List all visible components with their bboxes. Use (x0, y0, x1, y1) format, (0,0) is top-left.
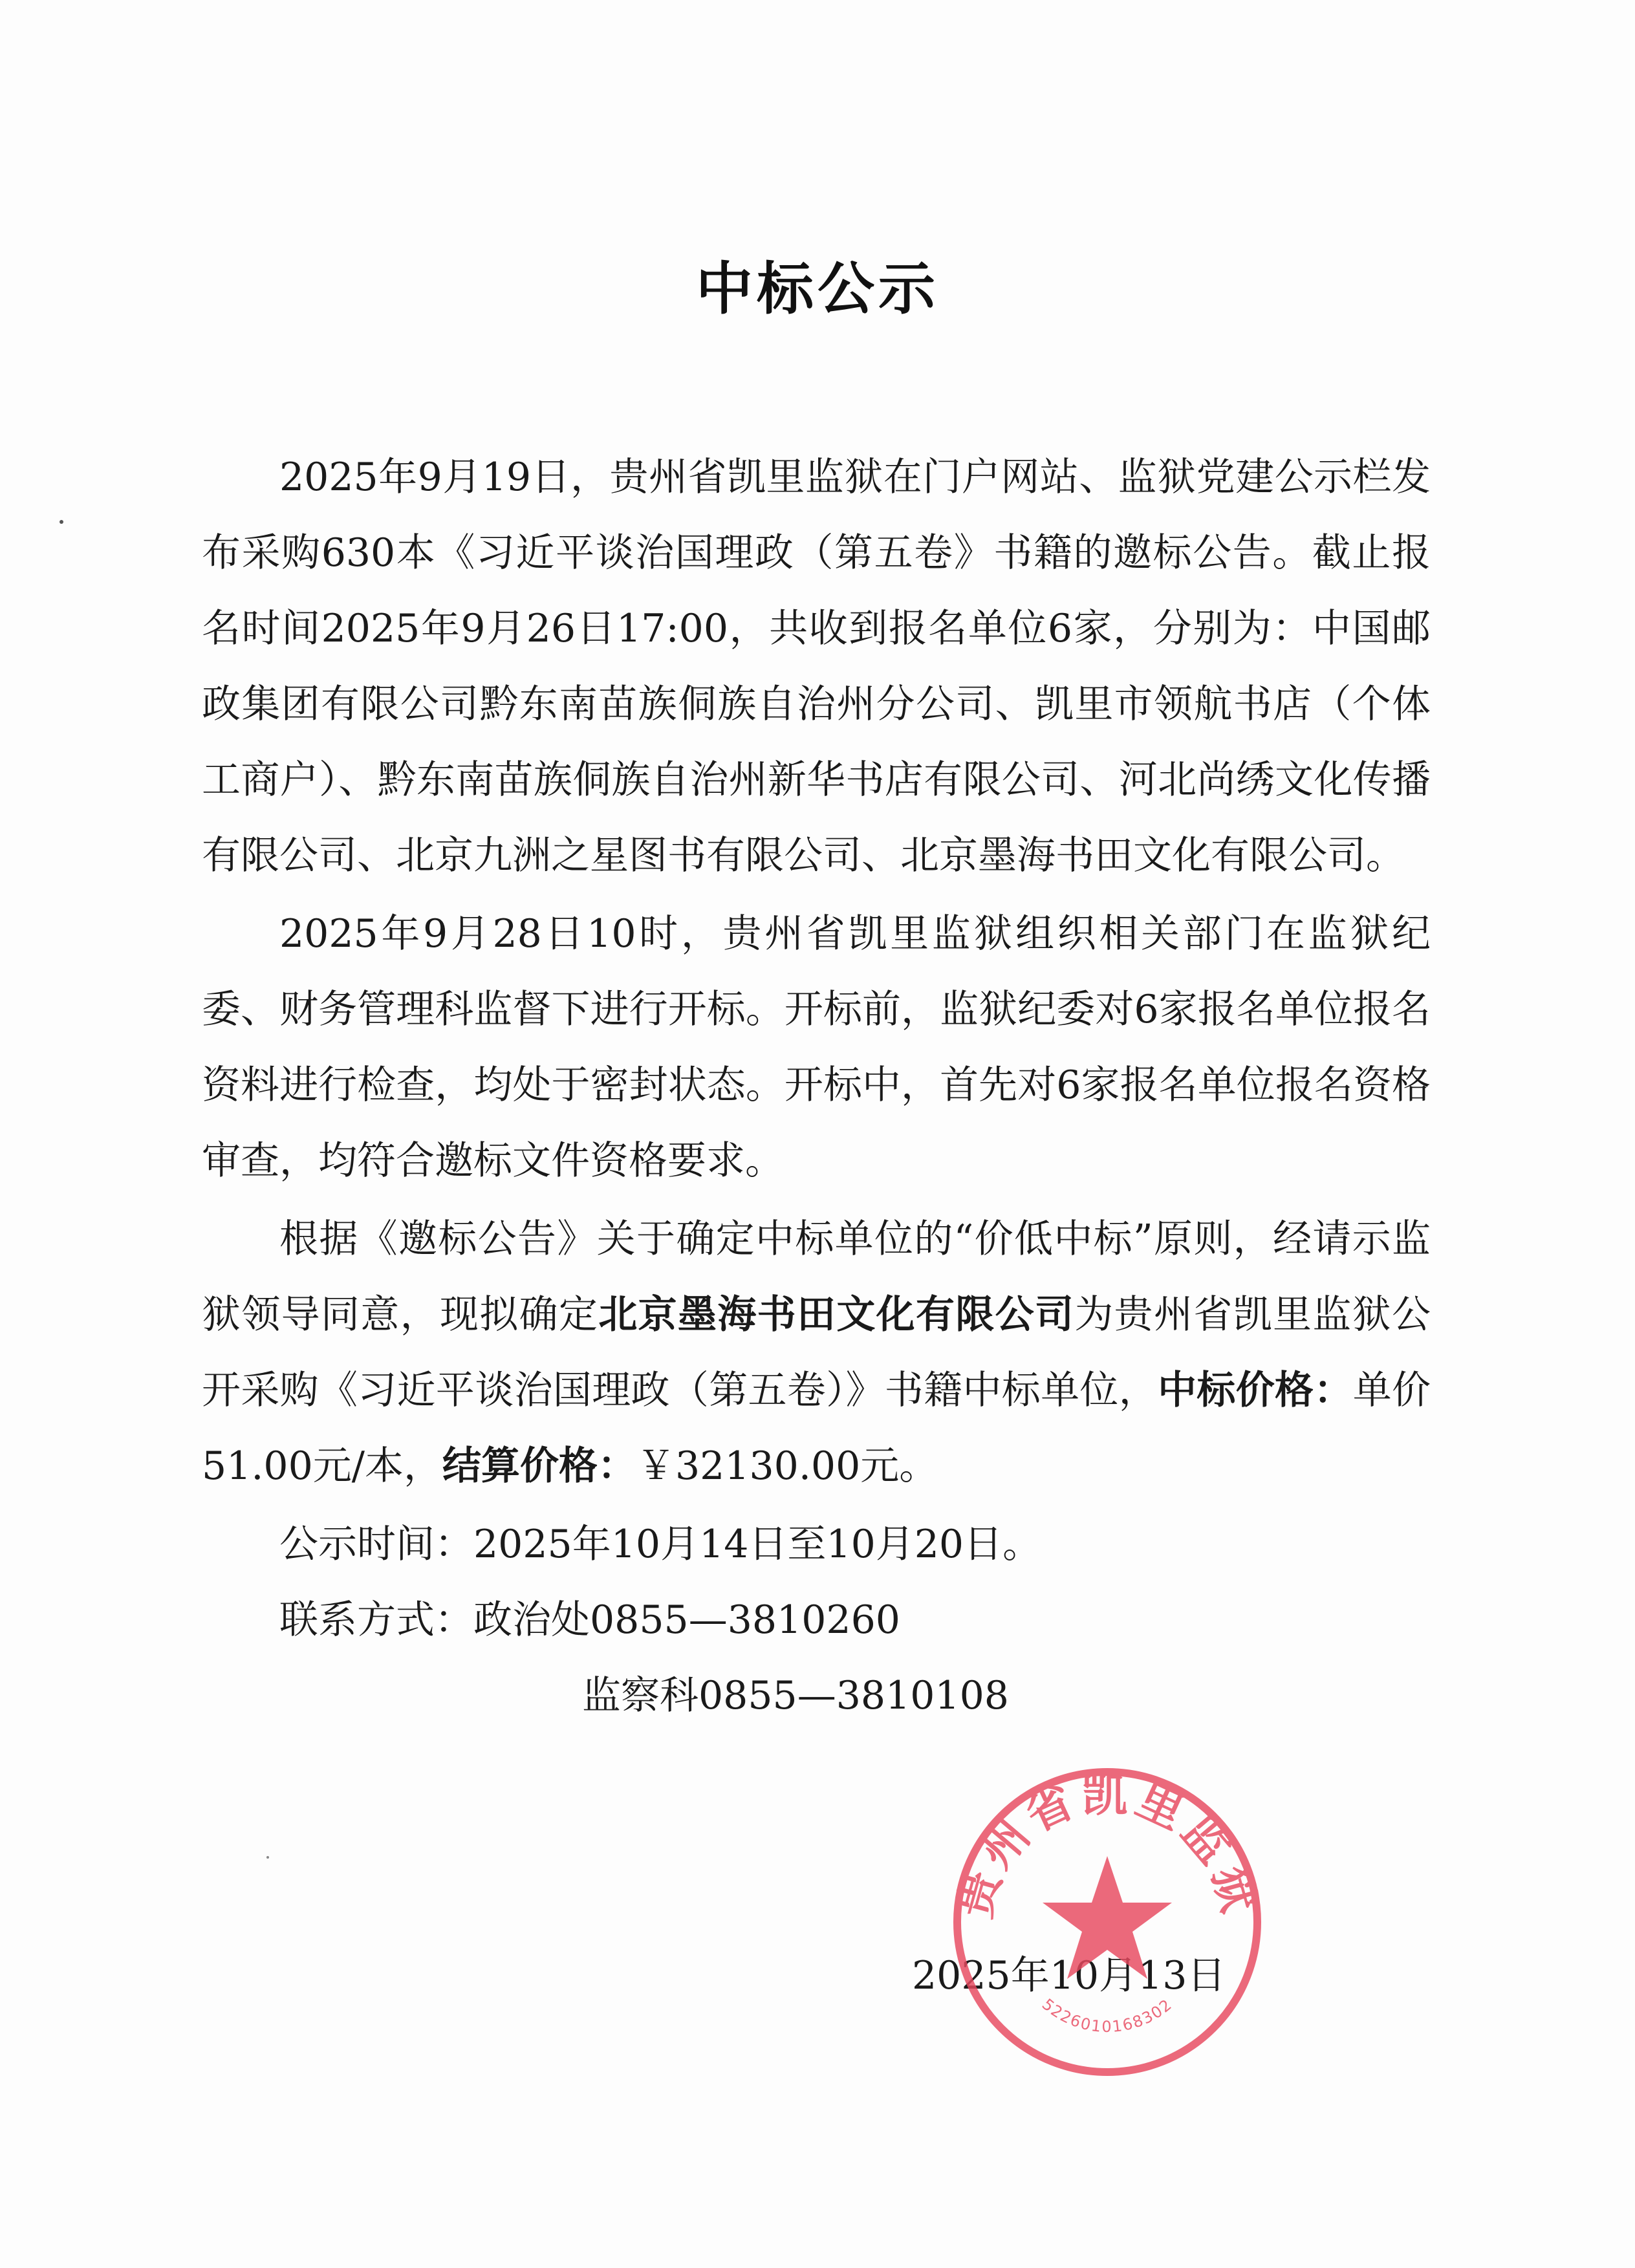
seal-name: 贵州省凯里监狱 (947, 1767, 1268, 1924)
settlement-price-label: 结算价格： (442, 1443, 636, 1489)
official-seal (946, 1760, 1269, 2084)
scan-speck (60, 520, 63, 524)
settlement-price-value: ￥32130.00元。 (636, 1443, 938, 1489)
paragraph-bid-opening: 2025年9月28日10时，贵州省凯里监狱组织相关部门在监狱纪委、财务管理科监督下进行开标。开标前，监狱纪委对6家报名单位报名资料进行检查，均处于密封状态。开标中，首先对6家报名单位报名资格审查，均符合邀标文件资格要求。 (202, 911, 1431, 1183)
paragraph-registration: 2025年9月19日，贵州省凯里监狱在门户网站、监狱党建公示栏发布采购630本《习近平谈治国理政（第五卷》书籍的邀标公告。截止报名时间2025年9月26日17:00，共收到报名单位6家，分别为：中国邮政集团有限公司黔东南苗族侗族自治州分公司、凯里市领航书店（个体工商户）、黔东南苗族侗族自治州新华书店有限公司、河北尚绣文化传播有限公司、北京九洲之星图书有限公司、北京墨海书田文化有限公司。 (202, 455, 1431, 878)
contact-label: 联系方式： (279, 1597, 473, 1643)
bid-price-value: 单价51.00元/本， (202, 1368, 1431, 1489)
contact-line-1 (202, 1582, 1431, 1658)
document-date: 2025年10月13日 (912, 1953, 1226, 1998)
contact-political-office: 政治处0855—3810260 (473, 1597, 900, 1643)
document-body (202, 440, 1431, 1734)
seal-star-icon (1043, 1856, 1172, 1979)
winning-company: 北京墨海书田文化有限公司 (598, 1292, 1075, 1337)
seal-number-text (1039, 1995, 1176, 2036)
contact-line-2: 监察科0855—3810108 (582, 1673, 1009, 1718)
award-text-intro: 根据《邀标公告》关于确定中标单位的“价低中标”原则，经请示监狱领导同意，现拟确定 (202, 1216, 1431, 1337)
seal-number: 5226010168302 (1038, 1995, 1176, 2036)
document-title: 中标公示 (695, 255, 939, 322)
award-text-purpose: 为贵州省凯里监狱公开采购《习近平谈治国理政（第五卷）》书籍中标单位， (202, 1292, 1431, 1413)
scan-speck (266, 1856, 269, 1859)
bid-price-label: 中标价格： (1158, 1368, 1353, 1413)
paragraph-award (202, 1202, 1431, 1504)
notice-period: 公示时间：2025年10月14日至10月20日。 (279, 1522, 1042, 1567)
